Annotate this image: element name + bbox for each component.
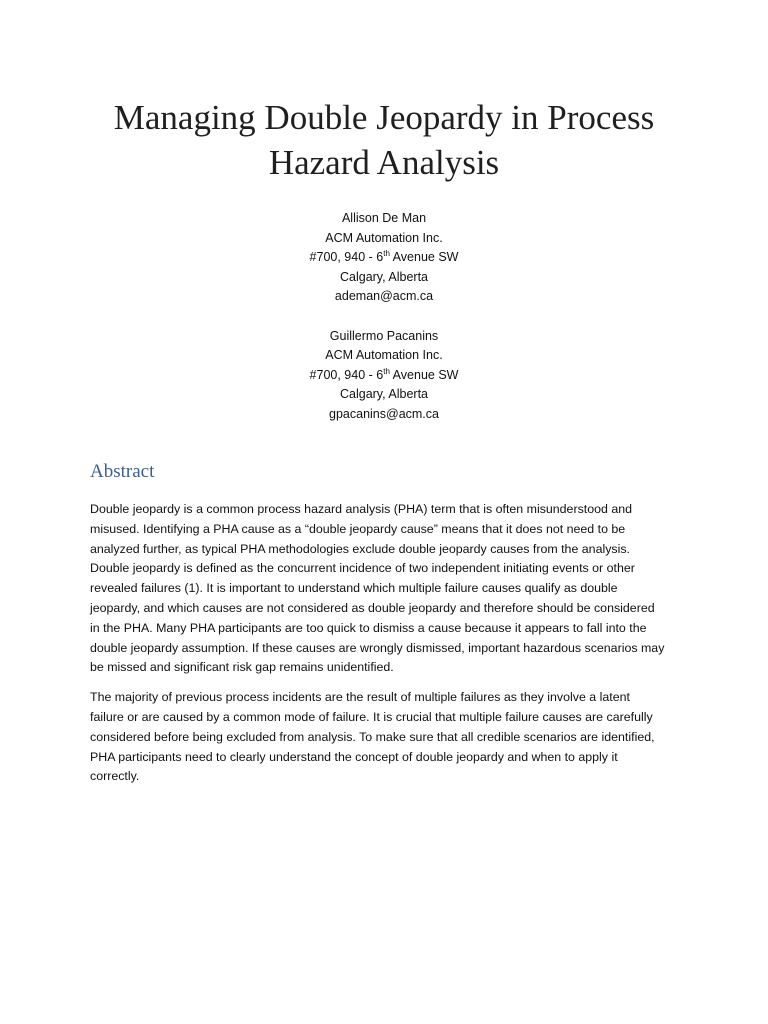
address-suffix: Avenue SW [389,367,459,382]
text-line: analyzed further, as typical PHA methodologies exclude double jeopardy causes from the analysis. [90,541,630,556]
title-line: Managing Double Jeopardy in Process [113,98,655,137]
author-name: Allison De Man [341,211,427,225]
address-suffix: Avenue SW [389,250,459,265]
text-line: misused. Identifying a PHA cause as a “double jeopardy cause” means that it does not need to be [90,521,626,536]
abstract-heading: Abstract [90,461,155,482]
author-address [84,366,684,386]
author-block [84,209,684,307]
text-line: considered before being excluded from analysis. To make sure that all credible scenarios are identified, [90,729,655,744]
text-line: revealed failures (1). It is important to understand which multiple failure causes qualify as double [90,581,618,596]
abstract-paragraph-1 [90,500,680,678]
text-line: Double jeopardy is a common process hazard analysis (PHA) term that is often misunderstood and [90,502,633,516]
author-email: ademan@acm.ca [334,289,434,304]
address-prefix: #700, 940 - 6 [309,250,384,265]
author-block [84,327,684,425]
paper-title [40,95,728,185]
text-line: jeopardy, and which causes are not considered as double jeopardy and therefore should be considered [90,600,655,615]
abstract-body [90,500,680,787]
text-line: double jeopardy assumption. If these causes are wrongly dismissed, important hazardous scenarios may [90,640,665,655]
text-line: be missed and significant risk gap remains unidentified. [90,660,394,675]
address-ordinal: th [383,366,390,376]
text-line: failure or are caused by a common mode of failure. It is crucial that multiple failure causes are carefully [90,709,653,724]
author-company: ACM Automation Inc. [325,348,443,363]
author-city: Calgary, Alberta [339,387,428,402]
address-ordinal: th [383,249,390,259]
author-city: Calgary, Alberta [339,269,428,284]
author-address [84,248,684,268]
text-line: Double jeopardy is defined as the concurrent incidence of two independent initiating events or other [90,561,635,576]
text-line: PHA participants need to clearly understand the concept of double jeopardy and when to apply it [90,749,618,764]
text-line: The majority of previous process incidents are the result of multiple failures as they involve a latent [90,690,630,705]
author-list [84,209,684,425]
author-name: Guillermo Pacanins [329,328,439,343]
title-line: Hazard Analysis [268,143,500,182]
author-company: ACM Automation Inc. [325,230,443,245]
text-line: in the PHA. Many PHA participants are too quick to dismiss a cause because it appears to fall into the [90,620,647,635]
address-prefix: #700, 940 - 6 [309,367,384,382]
abstract-paragraph-2 [90,688,680,787]
author-email: gpacanins@acm.ca [329,406,439,421]
text-line: correctly. [90,769,140,784]
